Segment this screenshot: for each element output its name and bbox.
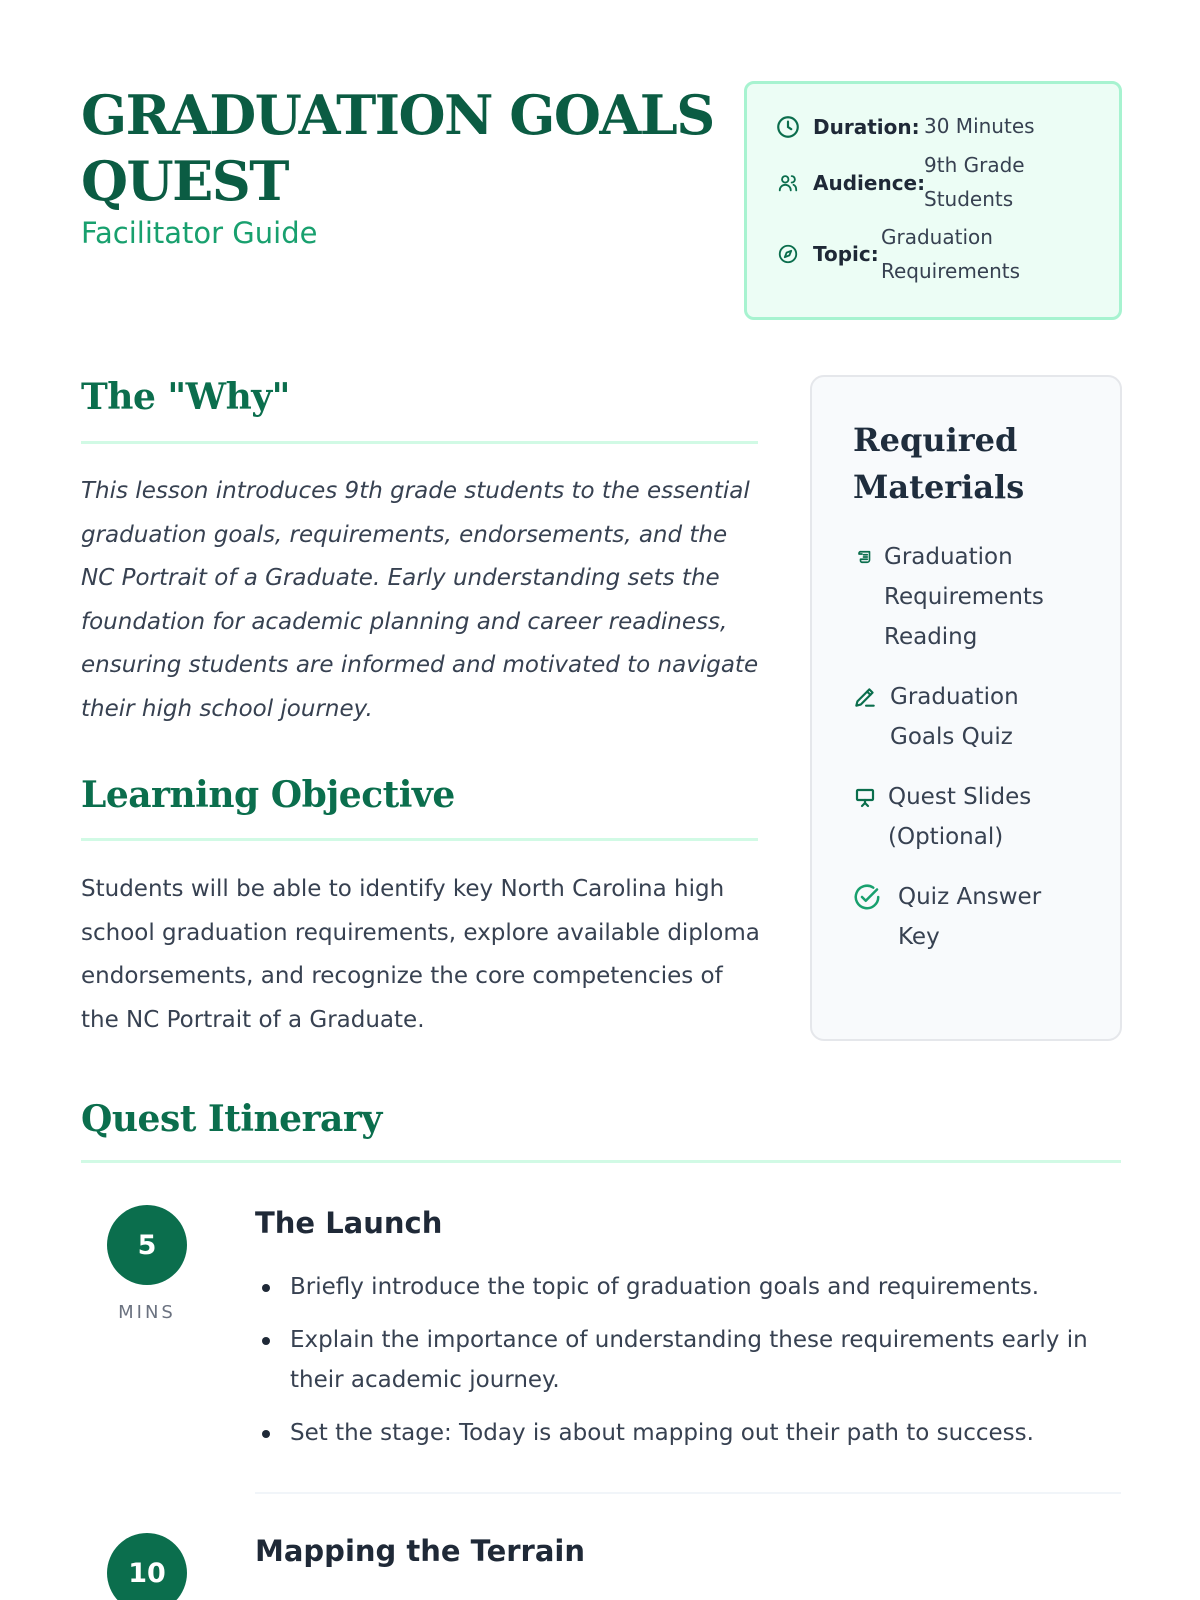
check-circle-icon — [852, 882, 882, 912]
objective-heading: Learning Objective — [81, 774, 455, 816]
step-duration-badge: 5 — [107, 1205, 187, 1285]
step-duration-badge: 10 — [107, 1533, 187, 1600]
topic-label: Topic: — [813, 242, 879, 266]
facilitator-guide-page — [81, 0, 1121, 1600]
step-bullet: Set the stage: Today is about mapping out their path to success. — [255, 1413, 1115, 1453]
presentation-icon — [852, 782, 878, 812]
why-divider — [81, 441, 758, 444]
material-label: Graduation Requirements Reading — [884, 544, 1044, 650]
duration-row — [775, 114, 920, 140]
duration-label: Duration: — [813, 115, 920, 139]
users-icon — [775, 170, 801, 196]
audience-value: 9th Grade Students — [924, 153, 1025, 211]
step-title: Mapping the Terrain — [255, 1534, 586, 1568]
materials-card — [810, 375, 1122, 1041]
topic-row — [775, 241, 879, 267]
itinerary-divider — [81, 1160, 1121, 1163]
material-item — [852, 777, 1088, 857]
page-title: GRADUATION GOALS QUEST — [81, 83, 714, 213]
lesson-info-box — [744, 81, 1122, 320]
objective-text: Students will be able to identify key North Carolina high school graduation requirements, explore available diploma endorsements, and recognize the core competencies of the NC Portrait of a Graduate. — [81, 876, 760, 1033]
scroll-icon — [852, 542, 878, 572]
material-label: Quiz Answer Key — [898, 884, 1042, 950]
material-item — [852, 537, 1084, 657]
step-bullet: Explain the importance of understanding these requirements early in their academic journey. — [255, 1320, 1115, 1400]
topic-value: Graduation Requirements — [881, 225, 1021, 283]
material-item — [852, 877, 1078, 957]
materials-heading: Required Materials — [853, 421, 1025, 506]
compass-icon — [775, 241, 801, 267]
clock-icon — [775, 114, 801, 140]
step-bullet: Briefly introduce the topic of graduation goals and requirements. — [255, 1267, 1115, 1307]
audience-label: Audience: — [813, 171, 926, 195]
step-duration-unit: MINS — [118, 1302, 176, 1323]
duration-value: 30 Minutes — [924, 114, 1035, 138]
material-label: Graduation Goals Quiz — [890, 684, 1019, 750]
why-heading: The "Why" — [81, 376, 290, 418]
objective-divider — [81, 838, 758, 841]
itinerary-heading: Quest Itinerary — [81, 1098, 382, 1140]
audience-row — [775, 170, 925, 196]
step-divider — [255, 1492, 1121, 1494]
material-item — [852, 677, 1080, 757]
step-title: The Launch — [255, 1206, 443, 1240]
material-label: Quest Slides (Optional) — [888, 784, 1032, 850]
page-subtitle: Facilitator Guide — [81, 216, 318, 250]
pencil-icon — [852, 682, 878, 712]
step-bullets — [255, 1267, 1115, 1466]
why-text: This lesson introduces 9th grade students to the essential graduation goals, requirements, endorsements, and the NC Portrait of a Graduate. Early understanding sets the foundation for academic planning and career readiness, ensuring students are informed and motivated to navigate their high school journey. — [81, 478, 759, 722]
